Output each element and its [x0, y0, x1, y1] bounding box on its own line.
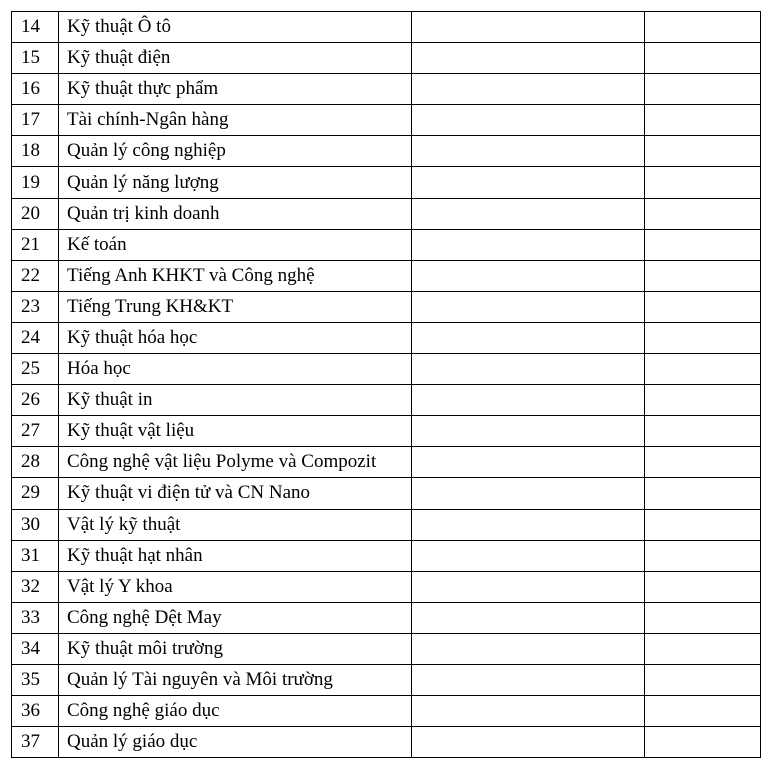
row-number: 17: [12, 105, 59, 136]
row-number: 25: [12, 354, 59, 385]
empty-cell: [645, 696, 761, 727]
empty-cell: [412, 43, 645, 74]
empty-cell: [412, 664, 645, 695]
table-row: [12, 74, 761, 105]
program-table-body: [12, 12, 761, 758]
program-name: Quản lý năng lượng: [59, 167, 412, 198]
empty-cell: [412, 416, 645, 447]
empty-cell: [645, 540, 761, 571]
program-name: Công nghệ Dệt May: [59, 602, 412, 633]
table-row: [12, 633, 761, 664]
table-row: [12, 447, 761, 478]
program-name: Quản trị kinh doanh: [59, 198, 412, 229]
row-number: 19: [12, 167, 59, 198]
table-row: [12, 136, 761, 167]
table-row: [12, 602, 761, 633]
table-row: [12, 571, 761, 602]
empty-cell: [645, 478, 761, 509]
table-row: [12, 229, 761, 260]
empty-cell: [645, 416, 761, 447]
empty-cell: [412, 136, 645, 167]
empty-cell: [412, 696, 645, 727]
program-name: Kỹ thuật vật liệu: [59, 416, 412, 447]
row-number: 29: [12, 478, 59, 509]
empty-cell: [412, 74, 645, 105]
program-name: Kỹ thuật môi trường: [59, 633, 412, 664]
table-row: [12, 540, 761, 571]
table-row: [12, 696, 761, 727]
program-name: Kỹ thuật hóa học: [59, 322, 412, 353]
program-name: Kỹ thuật điện: [59, 43, 412, 74]
program-name: Hóa học: [59, 354, 412, 385]
empty-cell: [412, 322, 645, 353]
empty-cell: [412, 509, 645, 540]
row-number: 33: [12, 602, 59, 633]
row-number: 23: [12, 291, 59, 322]
row-number: 18: [12, 136, 59, 167]
row-number: 27: [12, 416, 59, 447]
table-row: [12, 322, 761, 353]
empty-cell: [412, 260, 645, 291]
program-name: Kỹ thuật thực phẩm: [59, 74, 412, 105]
empty-cell: [645, 571, 761, 602]
empty-cell: [412, 571, 645, 602]
row-number: 21: [12, 229, 59, 260]
empty-cell: [412, 727, 645, 758]
row-number: 22: [12, 260, 59, 291]
empty-cell: [645, 664, 761, 695]
empty-cell: [412, 12, 645, 43]
row-number: 35: [12, 664, 59, 695]
empty-cell: [412, 447, 645, 478]
row-number: 30: [12, 509, 59, 540]
program-name: Quản lý Tài nguyên và Môi trường: [59, 664, 412, 695]
row-number: 28: [12, 447, 59, 478]
empty-cell: [645, 74, 761, 105]
program-name: Kỹ thuật hạt nhân: [59, 540, 412, 571]
table-row: [12, 12, 761, 43]
table-row: [12, 167, 761, 198]
program-name: Kỹ thuật in: [59, 385, 412, 416]
row-number: 16: [12, 74, 59, 105]
program-name: Vật lý Y khoa: [59, 571, 412, 602]
row-number: 20: [12, 198, 59, 229]
empty-cell: [645, 136, 761, 167]
empty-cell: [412, 291, 645, 322]
empty-cell: [645, 727, 761, 758]
table-row: [12, 260, 761, 291]
empty-cell: [645, 509, 761, 540]
program-name: Kỹ thuật vi điện tử và CN Nano: [59, 478, 412, 509]
row-number: 14: [12, 12, 59, 43]
empty-cell: [412, 633, 645, 664]
program-table: [11, 11, 761, 758]
empty-cell: [412, 167, 645, 198]
program-name: Vật lý kỹ thuật: [59, 509, 412, 540]
program-name: Tài chính-Ngân hàng: [59, 105, 412, 136]
row-number: 15: [12, 43, 59, 74]
table-row: [12, 105, 761, 136]
empty-cell: [412, 105, 645, 136]
empty-cell: [645, 322, 761, 353]
row-number: 32: [12, 571, 59, 602]
table-row: [12, 198, 761, 229]
empty-cell: [412, 478, 645, 509]
empty-cell: [645, 291, 761, 322]
row-number: 26: [12, 385, 59, 416]
program-name: Quản lý công nghiệp: [59, 136, 412, 167]
row-number: 37: [12, 727, 59, 758]
program-name: Công nghệ vật liệu Polyme và Compozit: [59, 447, 412, 478]
table-row: [12, 385, 761, 416]
table-row: [12, 43, 761, 74]
empty-cell: [645, 229, 761, 260]
empty-cell: [645, 105, 761, 136]
program-name: Tiếng Anh KHKT và Công nghệ: [59, 260, 412, 291]
table-row: [12, 664, 761, 695]
row-number: 36: [12, 696, 59, 727]
program-name: Quản lý giáo dục: [59, 727, 412, 758]
empty-cell: [645, 43, 761, 74]
empty-cell: [412, 540, 645, 571]
empty-cell: [412, 602, 645, 633]
empty-cell: [412, 229, 645, 260]
row-number: 24: [12, 322, 59, 353]
program-name: Công nghệ giáo dục: [59, 696, 412, 727]
empty-cell: [412, 198, 645, 229]
program-name: Tiếng Trung KH&KT: [59, 291, 412, 322]
empty-cell: [412, 354, 645, 385]
row-number: 34: [12, 633, 59, 664]
table-row: [12, 478, 761, 509]
table-row: [12, 727, 761, 758]
empty-cell: [645, 198, 761, 229]
empty-cell: [645, 633, 761, 664]
empty-cell: [412, 385, 645, 416]
empty-cell: [645, 385, 761, 416]
row-number: 31: [12, 540, 59, 571]
table-row: [12, 416, 761, 447]
empty-cell: [645, 167, 761, 198]
table-row: [12, 509, 761, 540]
empty-cell: [645, 260, 761, 291]
empty-cell: [645, 602, 761, 633]
empty-cell: [645, 12, 761, 43]
empty-cell: [645, 354, 761, 385]
program-name: Kỹ thuật Ô tô: [59, 12, 412, 43]
empty-cell: [645, 447, 761, 478]
table-row: [12, 291, 761, 322]
table-row: [12, 354, 761, 385]
program-name: Kế toán: [59, 229, 412, 260]
